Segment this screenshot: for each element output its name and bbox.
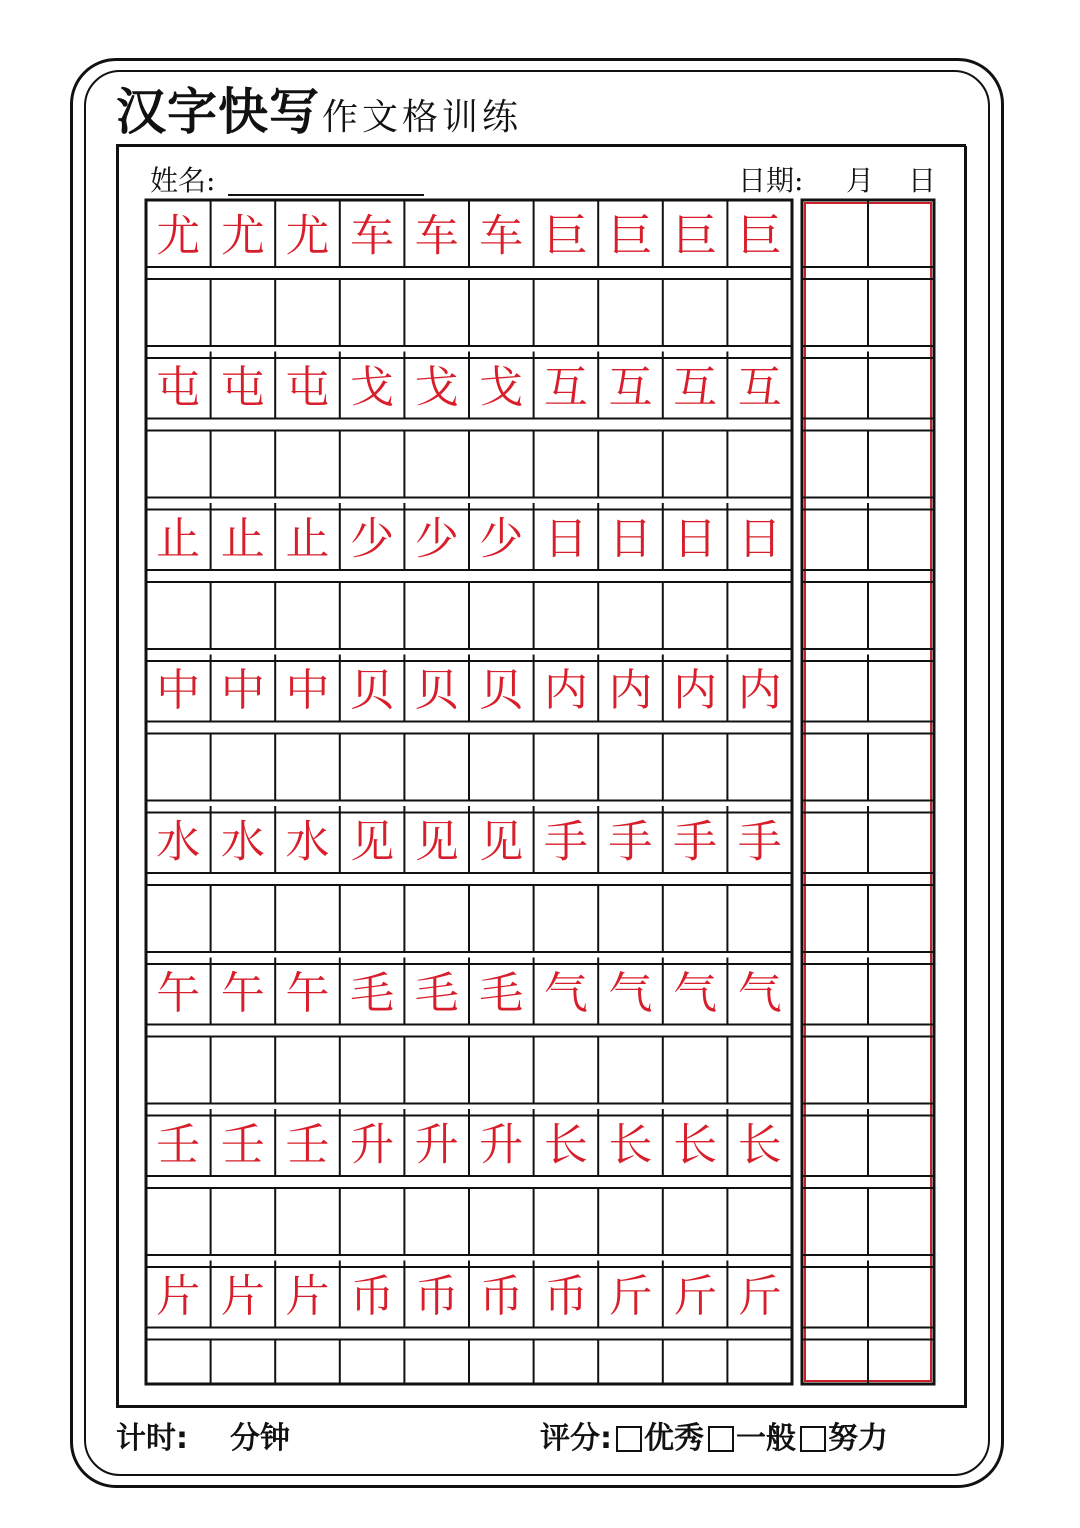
model-character: 壬 [285,1119,330,1171]
model-character: 币 [350,1271,395,1322]
model-character: 长 [673,1119,718,1171]
model-character: 屯 [220,362,265,413]
model-character: 气 [608,968,653,1019]
model-character: 贝 [350,665,395,716]
model-character: 手 [543,816,588,868]
score-checkbox-excellent[interactable] [616,1426,642,1452]
model-character: 斤 [673,1271,718,1322]
score-option-average: 一般 [736,1421,796,1456]
date-label: 日期: [738,164,804,197]
model-character: 手 [608,816,653,868]
model-character: 片 [220,1271,265,1322]
model-character: 屯 [285,362,330,413]
model-character: 止 [156,513,201,565]
model-character: 内 [673,665,718,716]
model-character: 少 [414,513,459,565]
model-character: 贝 [479,665,524,716]
model-character: 内 [737,665,782,716]
model-character: 贝 [414,665,459,716]
model-character: 壬 [156,1119,201,1171]
model-character: 长 [737,1119,782,1171]
model-character: 中 [220,665,265,716]
model-character: 水 [220,816,265,868]
worksheet-subtitle: 作文格训练 [322,97,523,138]
score-section [540,1420,888,1458]
model-character: 毛 [479,968,524,1019]
model-character: 车 [479,210,524,262]
model-character: 巨 [737,210,782,262]
model-character: 止 [285,513,330,565]
name-label: 姓名: [150,164,216,197]
model-character: 屯 [156,362,201,413]
model-character: 见 [414,816,459,868]
model-character: 尤 [220,210,265,262]
model-character: 戈 [479,362,524,413]
score-checkbox-effort[interactable] [800,1426,826,1452]
model-character: 日 [543,513,588,565]
model-character: 内 [543,665,588,716]
model-character: 少 [479,513,524,565]
model-character: 片 [285,1271,330,1322]
model-character: 升 [479,1119,524,1171]
model-character: 水 [156,816,201,868]
model-character: 中 [156,665,201,716]
model-character: 午 [156,968,201,1019]
model-character: 少 [350,513,395,565]
model-character: 水 [285,816,330,868]
day-label: 日 [908,164,937,197]
model-character: 升 [350,1119,395,1171]
model-character: 互 [673,362,718,413]
model-character: 升 [414,1119,459,1171]
score-option-excellent: 优秀 [644,1421,704,1456]
worksheet-title: 汉字快写 [116,83,320,141]
model-character: 币 [543,1271,588,1322]
time-label: 计时: [116,1421,188,1456]
model-character: 气 [543,968,588,1019]
month-label: 月 [846,164,875,197]
score-label: 评分: [540,1421,612,1456]
score-checkbox-average[interactable] [708,1426,734,1452]
model-character: 戈 [414,362,459,413]
model-character: 气 [673,968,718,1019]
model-character: 斤 [608,1271,653,1322]
model-character: 互 [737,362,782,413]
model-character: 片 [156,1271,201,1322]
model-character: 车 [350,210,395,262]
minutes-label: 分钟 [230,1421,290,1456]
model-character: 尤 [156,210,201,262]
model-character: 毛 [350,968,395,1019]
model-character: 内 [608,665,653,716]
model-character: 手 [737,816,782,868]
model-character: 午 [220,968,265,1019]
model-character: 互 [608,362,653,413]
model-character: 止 [220,513,265,565]
model-character: 尤 [285,210,330,262]
model-character: 巨 [543,210,588,262]
model-character: 日 [737,513,782,565]
model-character: 戈 [350,362,395,413]
model-character: 巨 [673,210,718,262]
model-character: 斤 [737,1271,782,1322]
score-option-effort: 努力 [828,1421,888,1456]
model-character: 车 [414,210,459,262]
model-character: 日 [673,513,718,565]
model-character: 长 [543,1119,588,1171]
model-character: 币 [414,1271,459,1322]
model-character: 币 [479,1271,524,1322]
model-character: 手 [673,816,718,868]
model-character: 中 [285,665,330,716]
model-character: 壬 [220,1119,265,1171]
model-character: 毛 [414,968,459,1019]
model-character: 巨 [608,210,653,262]
model-character: 日 [608,513,653,565]
model-character: 午 [285,968,330,1019]
model-character: 长 [608,1119,653,1171]
model-character: 见 [350,816,395,868]
model-character: 气 [737,968,782,1019]
model-character: 见 [479,816,524,868]
model-character: 互 [543,362,588,413]
